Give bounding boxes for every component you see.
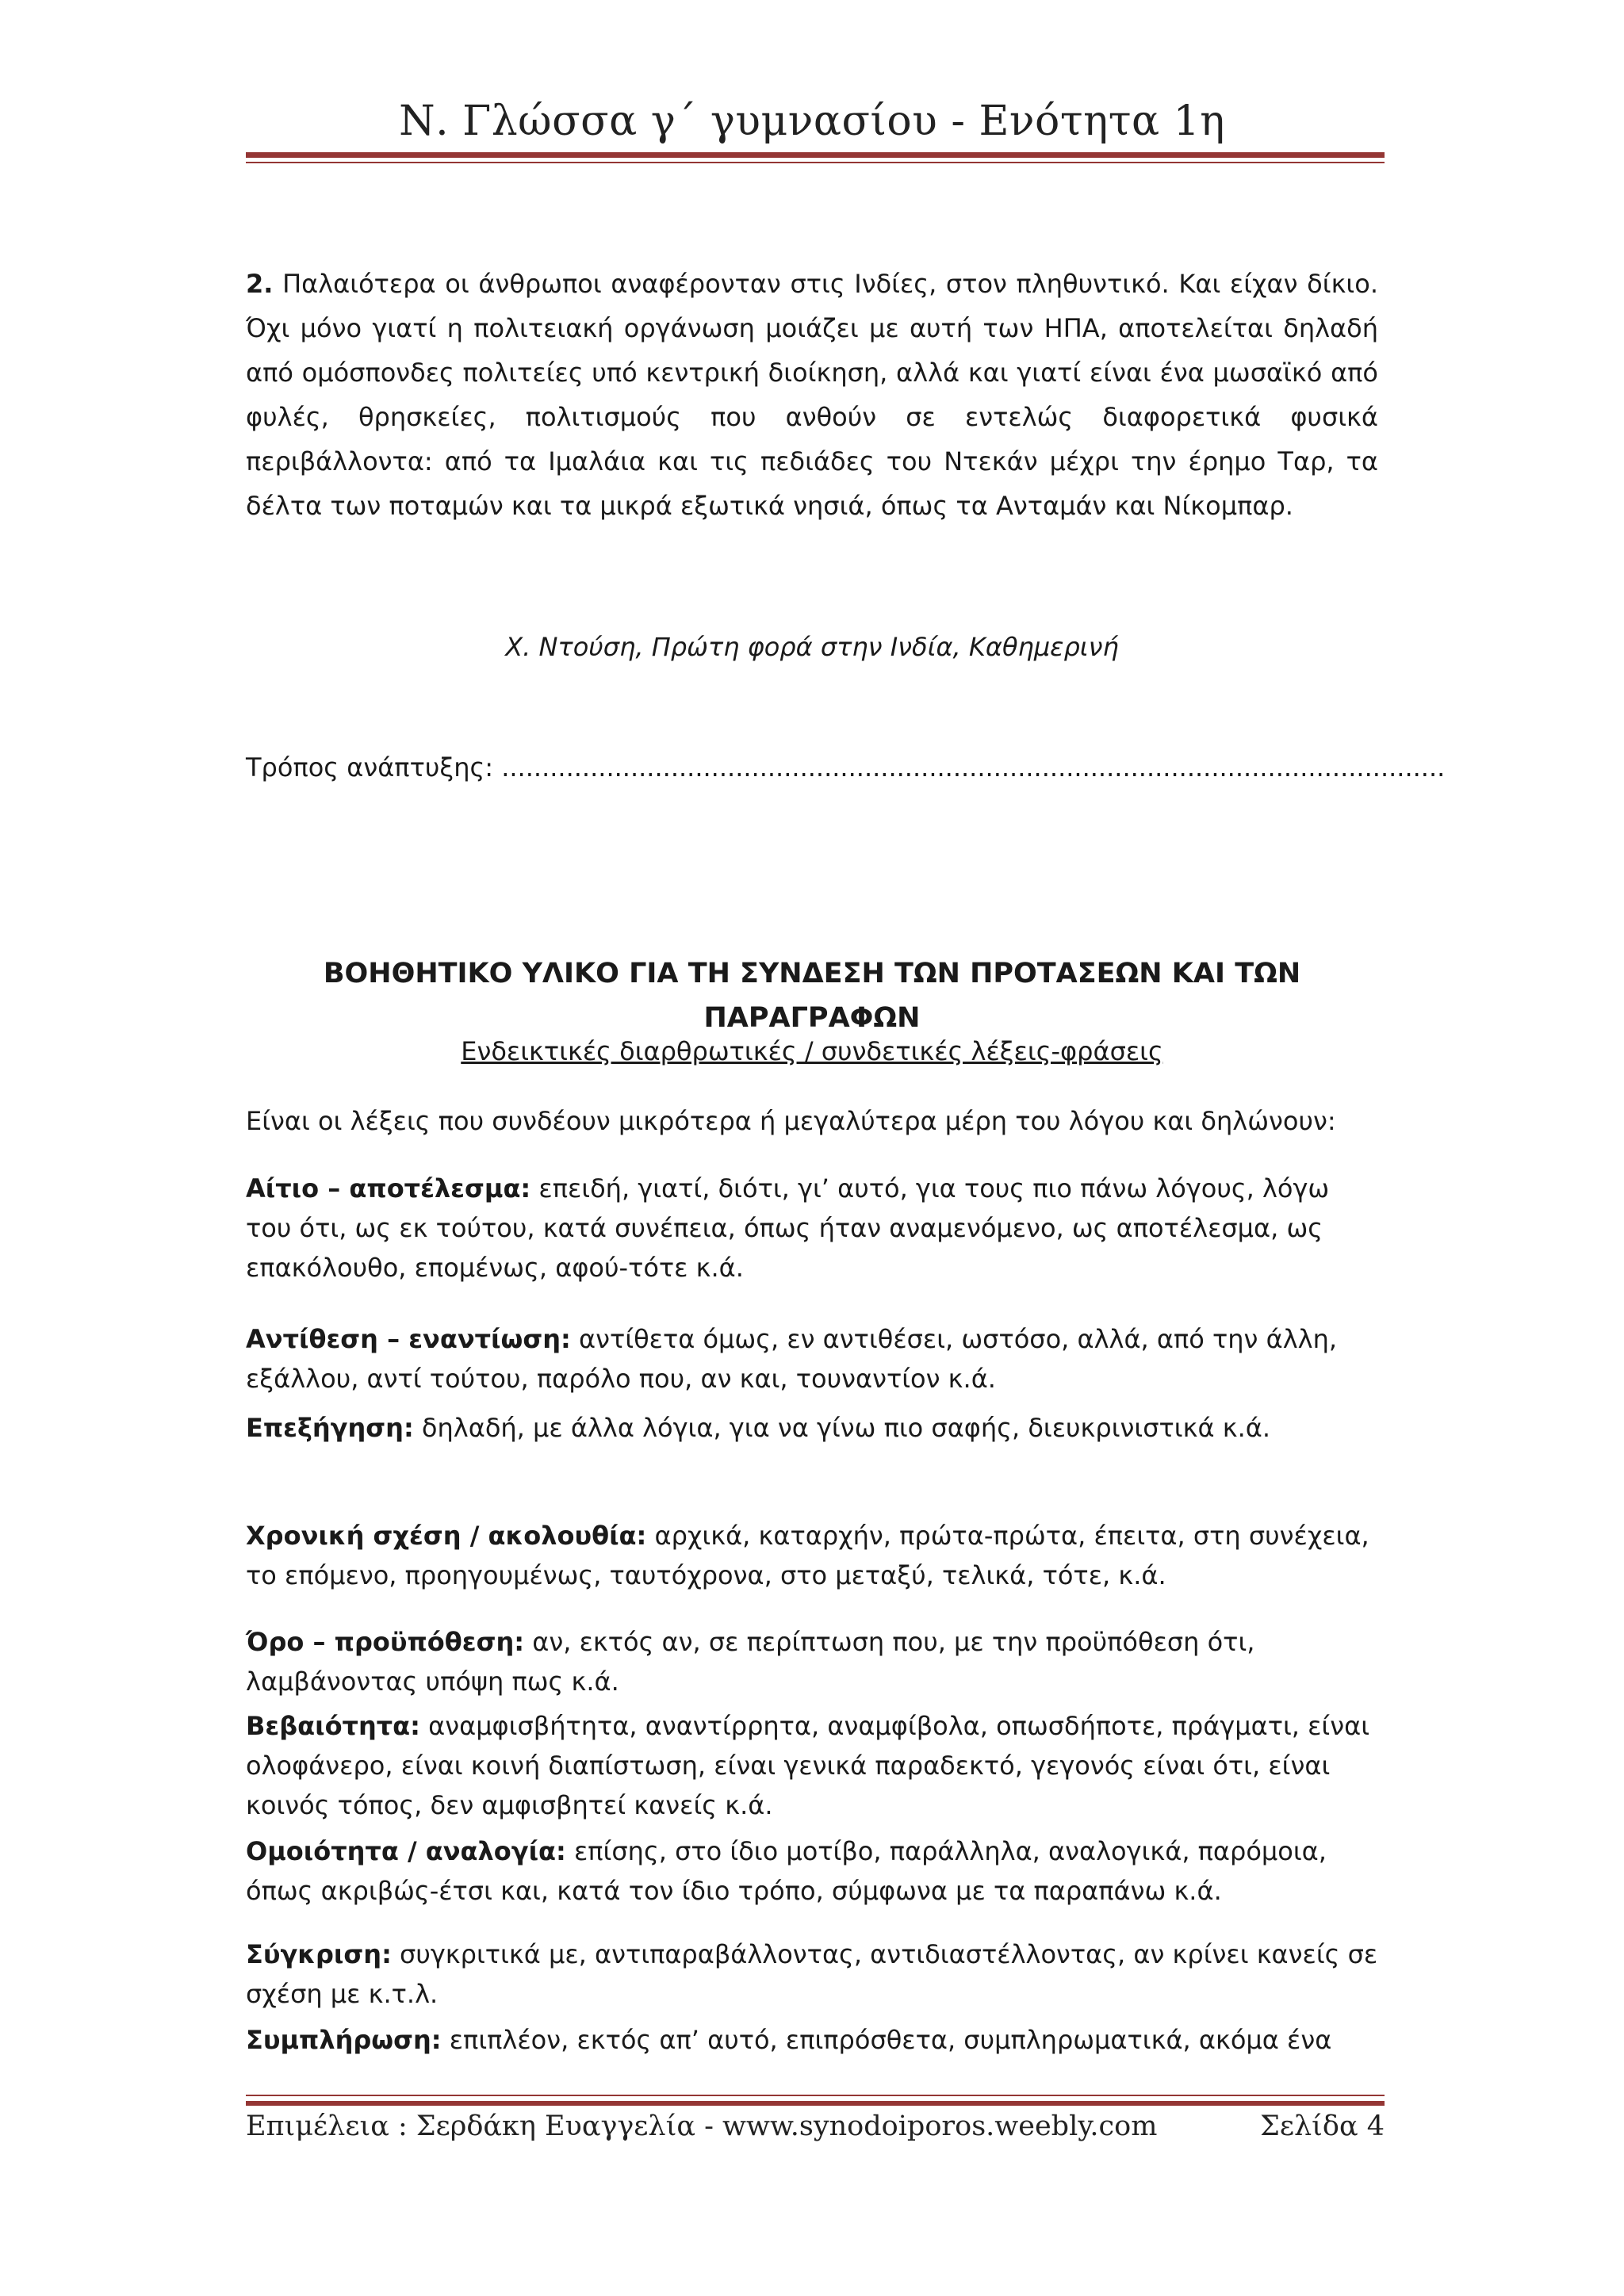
footer-page-number: Σελίδα 4 [1260,2110,1385,2142]
category-addition [246,2020,1378,2060]
category-contrast [246,1319,1378,1399]
category-label: Αίτιο – αποτέλεσμα: [246,1173,531,1203]
passage-number: 2. [246,269,274,299]
development-method-line [246,745,1445,790]
category-text: αν, εκτός αν, σε περίπτωση που, με την προϋπόθεση ότι, λαμβάνοντας υπόψη πως κ.ά. [246,1627,1255,1697]
section-subtitle: Ενδεικτικές διαρθρωτικές / συνδετικές λέξεις-φράσεις [461,1036,1163,1066]
category-time-sequence [246,1516,1378,1595]
category-label: Όρο – προϋπόθεση: [246,1627,525,1657]
category-label: Χρονική σχέση / ακολουθία: [246,1521,647,1551]
category-text: συγκριτικά με, αντιπαραβάλλοντας, αντιδιαστέλλοντας, αν κρίνει κανείς σε σχέση με κ.τ.λ. [246,1939,1378,2009]
category-text: επίσης, στο ίδιο μοτίβο, παράλληλα, αναλογικά, παρόμοια, όπως ακριβώς-έτσι και, κατά τον ίδιο τρόπο, σύμφωνα με τα παραπάνω κ.ά. [246,1836,1327,1906]
page-header-title: Ν. Γλώσσα γ΄ γυμνασίου - Ενότητα 1η [399,98,1225,145]
category-cause-effect [246,1169,1378,1288]
category-label: Ομοιότητα / αναλογία: [246,1836,566,1866]
category-label: Βεβαιότητα: [246,1711,420,1741]
passage-text: Παλαιότερα οι άνθρωποι αναφέρονταν στις Ινδίες, στον πληθυντικό. Και είχαν δίκιο. Όχι μόνο γιατί η πολιτειακή οργάνωση μοιάζει με αυτή των ΗΠΑ, αποτελείται δηλαδή από ομόσπονδες πολιτείες υπό κεντρική διοίκηση, αλλά και γιατί είναι ένα μωσαϊκό από φυλές, θρησκείες, πολιτισμούς που ανθούν σε εντελώς διαφορετικά φυσικά περιβάλλοντα: από τα Ιμαλάια και τις πεδιάδες του Ντεκάν μέχρι την έρημο Ταρ, τα δέλτα των ποταμών και τα μικρά εξωτικά νησιά, όπως τα Ανταμάν και Νίκομπαρ. [246,269,1378,521]
page-content [246,262,1446,2055]
footer-rule [246,2101,1385,2106]
category-text: αρχικά, καταρχήν, πρώτα-πρώτα, έπειτα, στη συνέχεια, το επόμενο, προηγουμένως, ταυτόχρονα, στο μεταξύ, τελικά, τότε, κ.ά. [246,1521,1369,1590]
category-label: Συμπλήρωση: [246,2025,442,2055]
development-method-blank: ..................................................................................................................... [501,752,1446,783]
category-text: δηλαδή, με άλλα λόγια, για να γίνω πιο σαφής, διευκρινιστικά κ.ά. [413,1413,1271,1443]
category-text: αναμφισβήτητα, αναντίρρητα, αναμφίβολα, οπωσδήποτε, πράγματι, είναι ολοφάνερο, είναι κοινή διαπίστωση, είναι γενικά παραδεκτό, γεγονός είναι ότι, είναι κοινός τόπος, δεν αμφισβητεί κανείς κ.ά. [246,1711,1370,1820]
section-intro: Είναι οι λέξεις που συνδέουν μικρότερα ή μεγαλύτερα μέρη του λόγου και δηλώνουν: [246,1106,1336,1136]
category-comparison [246,1934,1378,2014]
footer-credit: Επιμέλεια : Σερδάκη Ευαγγελία - www.synodoiporos.weebly.com [246,2110,1158,2142]
category-condition [246,1622,1378,1701]
category-similarity [246,1831,1378,1911]
category-text: επιπλέον, εκτός απ’ αυτό, επιπρόσθετα, συμπληρωματικά, ακόμα ένα [441,2025,1332,2055]
development-method-label: Τρόπος ανάπτυξης: [246,752,502,783]
category-label: Σύγκριση: [246,1939,392,1969]
section-title: ΒΟΗΘΗΤΙΚΟ ΥΛΙΚΟ ΓΙΑ ΤΗ ΣΥΝΔΕΣΗ ΤΩΝ ΠΡΟΤΑΣΕΩΝ ΚΑΙ ΤΩΝ ΠΑΡΑΓΡΑΦΩΝ [323,958,1301,1034]
category-text: αντίθετα όμως, εν αντιθέσει, ωστόσο, αλλά, από την άλλη, εξάλλου, αντί τούτου, παρόλο που, αν και, τουναντίον κ.ά. [246,1324,1338,1394]
category-certainty [246,1706,1378,1825]
category-label: Επεξήγηση: [246,1413,414,1443]
passage-paragraph [246,262,1378,528]
header-rule-thin [246,162,1385,163]
category-explanation [246,1408,1378,1448]
passage-citation: Χ. Ντούση, Πρώτη φορά στην Ινδία, Καθημερινή [505,632,1119,662]
category-label: Αντίθεση – εναντίωση: [246,1324,571,1354]
category-text: επειδή, γιατί, διότι, γι’ αυτό, για τους πιο πάνω λόγους, λόγω του ότι, ως εκ τούτου, κατά συνέπεια, όπως ήταν αναμενόμενο, ως αποτέλεσμα, ως επακόλουθο, επομένως, αφού-τότε κ.ά. [246,1173,1330,1283]
footer-rule-thin [246,2095,1385,2096]
header-rule [246,152,1385,158]
